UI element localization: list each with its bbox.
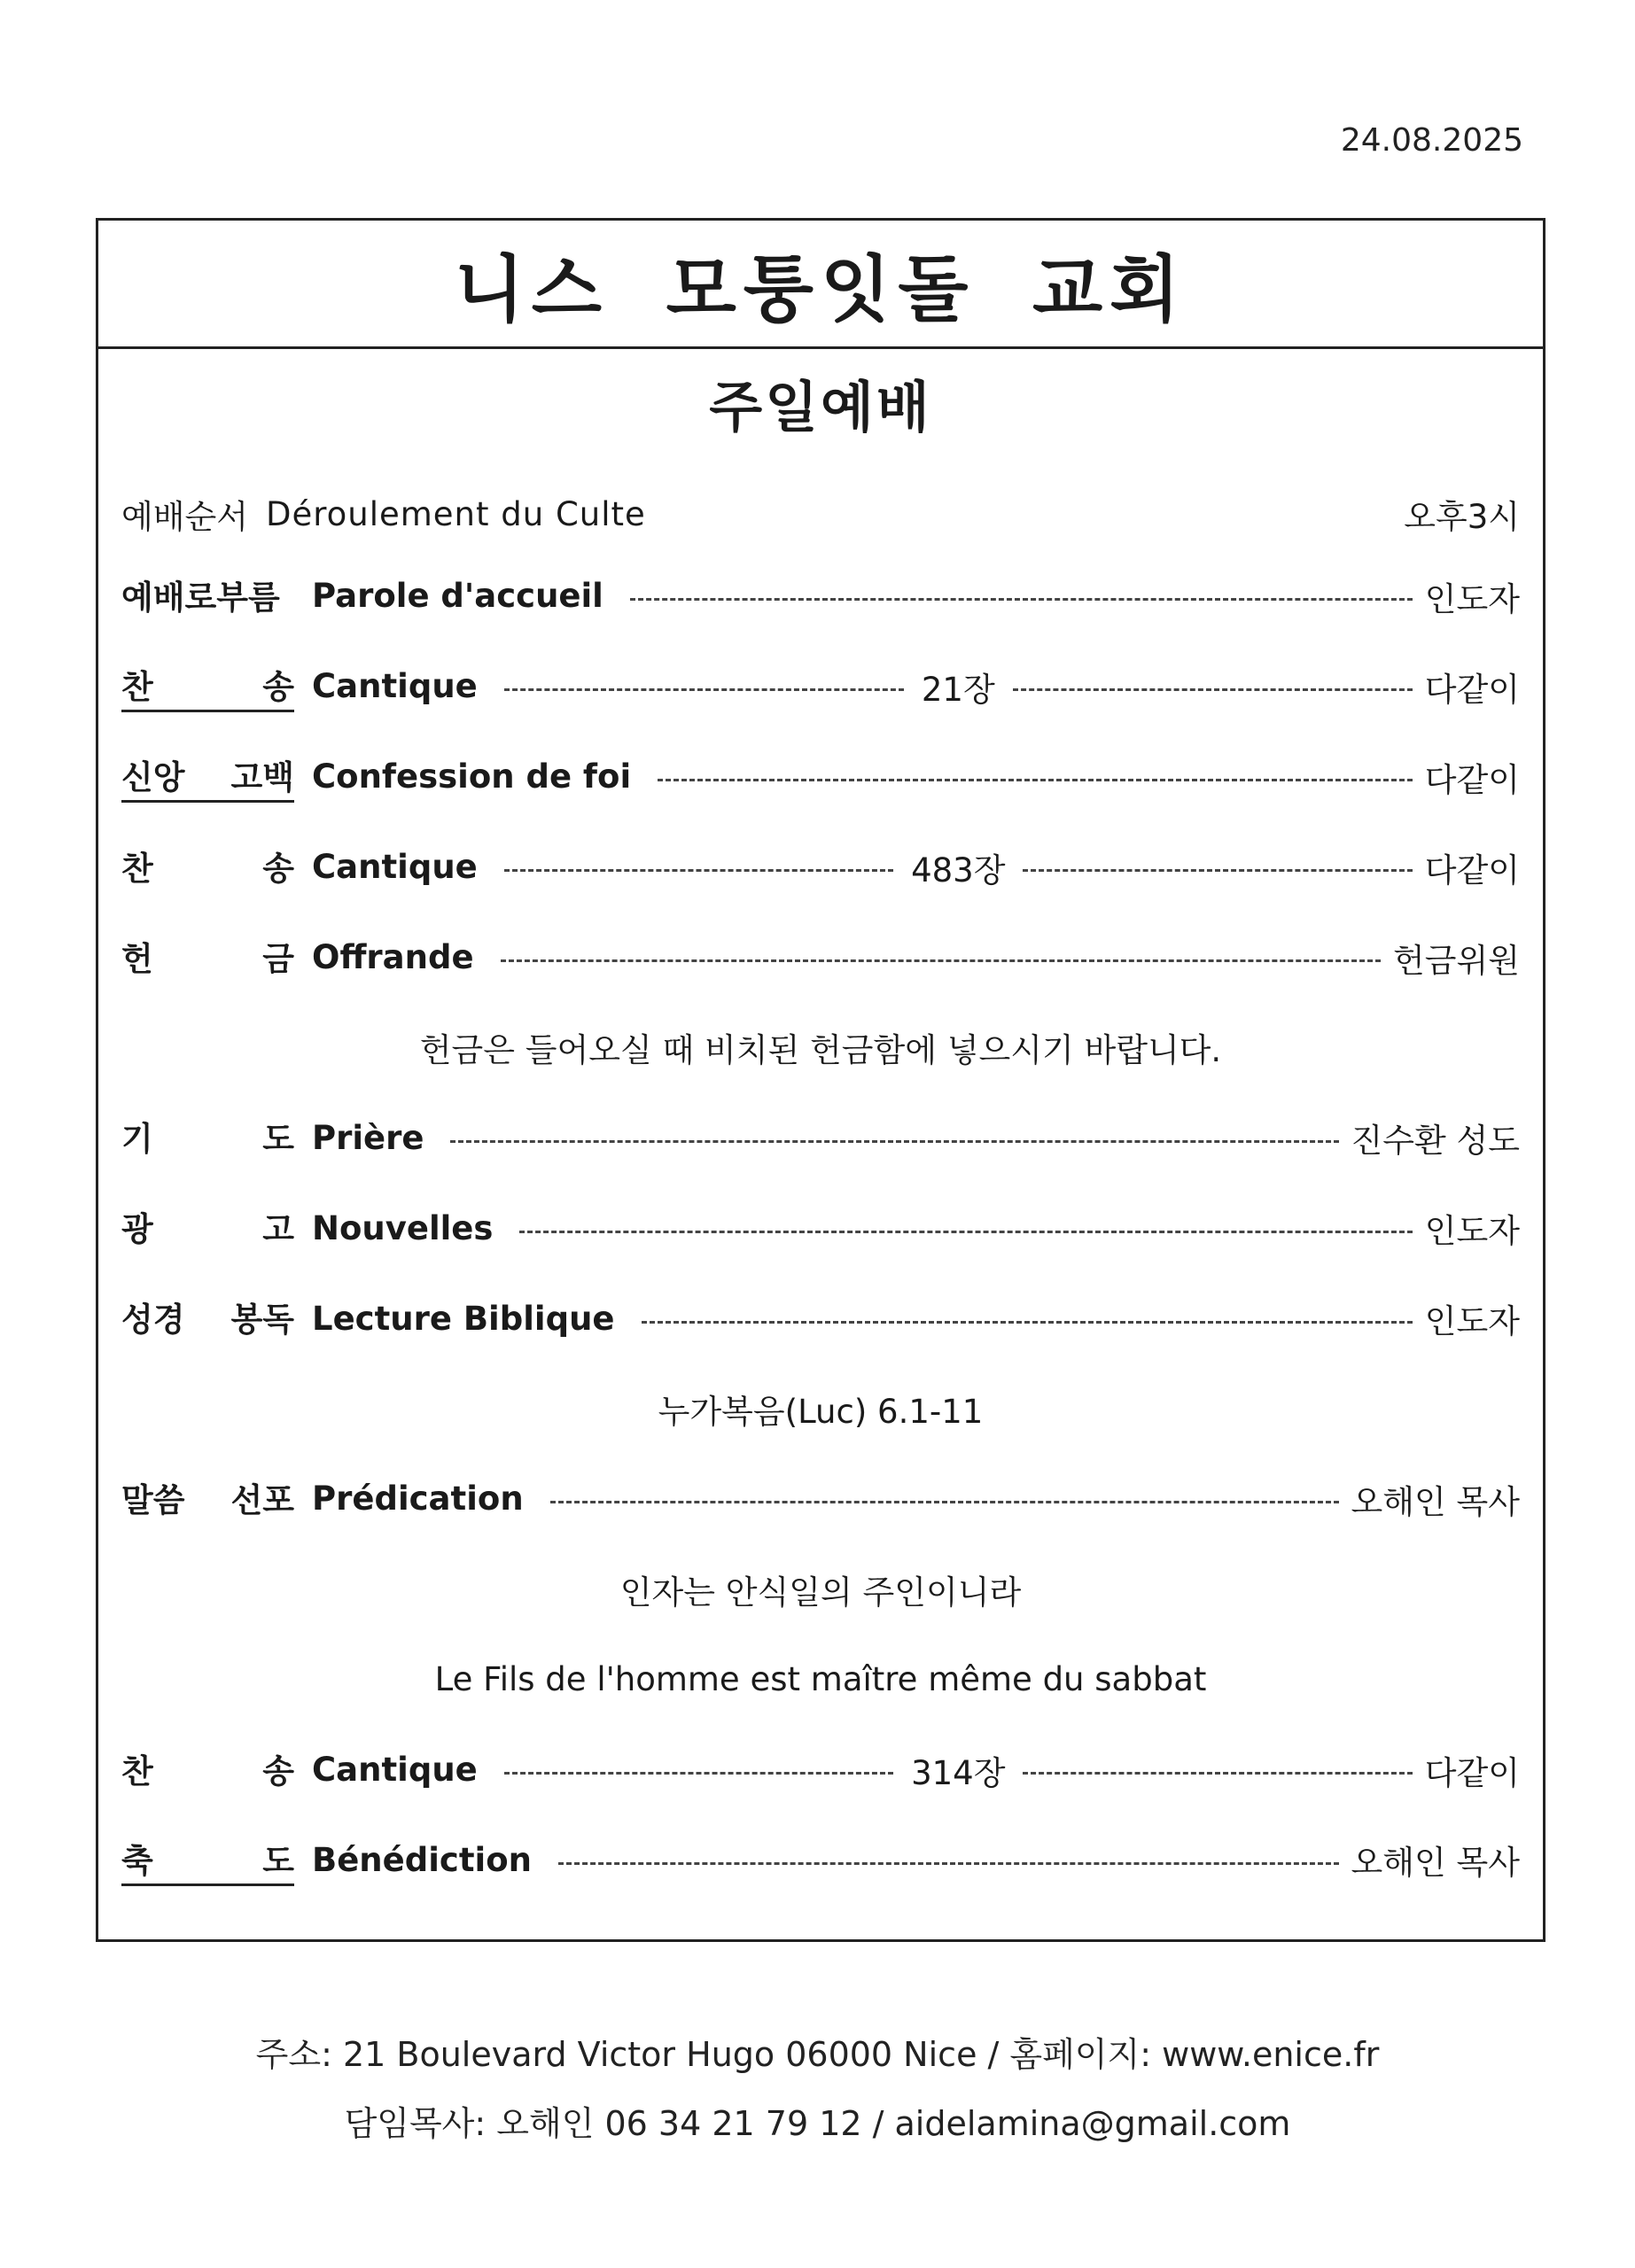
bulletin-frame [96, 218, 1545, 1942]
item-label-ko [121, 660, 294, 712]
service-item-row [121, 551, 1520, 641]
item-label-part: 송 [262, 1751, 294, 1790]
dotted-leader [658, 779, 1413, 781]
item-label-fr: Cantique [312, 848, 478, 887]
item-label-ko [121, 1112, 294, 1163]
item-label-ko [121, 1293, 294, 1344]
service-item-row [121, 1092, 1520, 1183]
service-item-row [121, 1454, 1520, 1544]
hymn-number: 21장 [921, 670, 995, 709]
item-leader: 오해인 목사 [1351, 1482, 1520, 1521]
item-leader: 다같이 [1424, 850, 1520, 889]
service-item-row [121, 1183, 1520, 1273]
item-label-ko [121, 750, 294, 803]
service-item-row [121, 822, 1520, 913]
item-leader: 진수환 성도 [1351, 1122, 1520, 1161]
item-label-ko [121, 571, 294, 622]
order-header-fr: Déroulement du Culte [265, 494, 646, 533]
item-label-part: 성경 [121, 1301, 185, 1340]
service-item-row [121, 913, 1520, 1003]
service-items [121, 551, 1520, 1905]
item-label-part: 도 [262, 1841, 294, 1880]
footer-contact: 담임목사: 오해인 06 34 21 79 12 / aidelamina@gmail.com [344, 2104, 1291, 2143]
item-label-ko [121, 1834, 294, 1886]
dotted-leader [550, 1501, 1339, 1503]
dotted-leader [519, 1231, 1412, 1233]
item-label-part: 찬 [121, 1751, 153, 1790]
service-name: 주일예배 [709, 374, 932, 439]
item-label-part: 송 [262, 849, 294, 888]
item-label-fr: Offrande [312, 938, 474, 976]
item-label-part: 선포 [230, 1480, 294, 1519]
item-leader: 헌금위원 [1393, 941, 1520, 980]
hymn-number: 314장 [911, 1753, 1006, 1792]
item-label-part: 축 [121, 1841, 153, 1880]
item-leader: 다같이 [1424, 670, 1521, 709]
dotted-leader [504, 869, 893, 872]
item-leader: 인도자 [1424, 1302, 1520, 1341]
item-label-part: 찬 [121, 849, 153, 888]
item-label-part: 도 [262, 1120, 294, 1159]
service-item-row [121, 641, 1520, 732]
item-label-fr: Confession de foi [312, 757, 632, 796]
item-label-part: 예배로부름 [121, 578, 280, 617]
service-item-row [121, 1725, 1520, 1815]
item-label-ko [121, 1473, 294, 1525]
item-label-part: 금 [262, 939, 294, 978]
bulletin-date: 24.08.2025 [1340, 122, 1523, 159]
item-label-ko [121, 1202, 294, 1254]
item-leader: 다같이 [1424, 1753, 1520, 1792]
service-time: 오후3시 [1404, 498, 1520, 536]
order-of-service [98, 455, 1543, 1905]
service-item-row [121, 1273, 1520, 1363]
dotted-leader [504, 1772, 893, 1775]
item-label-fr: Cantique [312, 1751, 478, 1790]
dotted-leader [630, 598, 1413, 601]
item-label-part: 고 [262, 1210, 294, 1249]
dotted-leader [558, 1862, 1339, 1865]
item-label-ko [121, 1744, 294, 1796]
item-label-fr: Prédication [312, 1480, 524, 1518]
service-note: 누가복음(Luc) 6.1-11 [658, 1392, 984, 1431]
item-label-ko [121, 932, 294, 983]
item-label-fr: Prière [312, 1118, 424, 1157]
item-label-part: 광 [121, 1210, 153, 1249]
service-note: Le Fils de l'homme est maître même du sabbat [434, 1660, 1207, 1699]
item-label-part: 말씀 [121, 1480, 185, 1519]
dotted-leader [1013, 688, 1413, 691]
item-label-part: 기 [121, 1120, 153, 1159]
item-leader: 인도자 [1424, 579, 1520, 618]
church-name: 니스 모퉁잇돌 교회 [98, 221, 1543, 349]
item-label-part: 찬 [121, 668, 153, 707]
item-label-part: 신앙 [121, 758, 185, 797]
item-label-part: 송 [262, 668, 294, 707]
service-item-row [121, 732, 1520, 822]
hymn-number: 483장 [911, 850, 1006, 889]
service-note: 헌금은 들어오실 때 비치된 헌금함에 넣으시기 바랍니다. [419, 1031, 1222, 1070]
item-label-fr: Cantique [312, 667, 478, 706]
footer-address: 주소: 21 Boulevard Victor Hugo 06000 Nice / 홈페이지: www.enice.fr [255, 2035, 1380, 2074]
dotted-leader [450, 1140, 1338, 1143]
service-item-row [121, 1814, 1520, 1905]
item-label-fr: Nouvelles [312, 1208, 494, 1247]
dotted-leader [501, 959, 1381, 962]
item-leader: 오해인 목사 [1351, 1844, 1520, 1883]
item-leader: 인도자 [1424, 1212, 1520, 1251]
item-label-fr: Bénédiction [312, 1840, 532, 1879]
item-label-fr: Lecture Biblique [312, 1299, 615, 1338]
dotted-leader [1023, 869, 1412, 872]
item-label-part: 헌 [121, 939, 153, 978]
dotted-leader [504, 688, 904, 691]
order-header [121, 455, 1520, 551]
dotted-leader [642, 1321, 1413, 1324]
dotted-leader [1023, 1772, 1412, 1775]
item-label-part: 봉독 [230, 1301, 294, 1340]
service-note: 인자는 안식일의 주인이니라 [619, 1573, 1022, 1612]
item-leader: 다같이 [1424, 760, 1520, 799]
item-label-part: 고백 [230, 758, 294, 797]
item-label-fr: Parole d'accueil [312, 577, 603, 616]
item-label-ko [121, 842, 294, 893]
order-header-ko: 예배순서 [121, 498, 248, 536]
